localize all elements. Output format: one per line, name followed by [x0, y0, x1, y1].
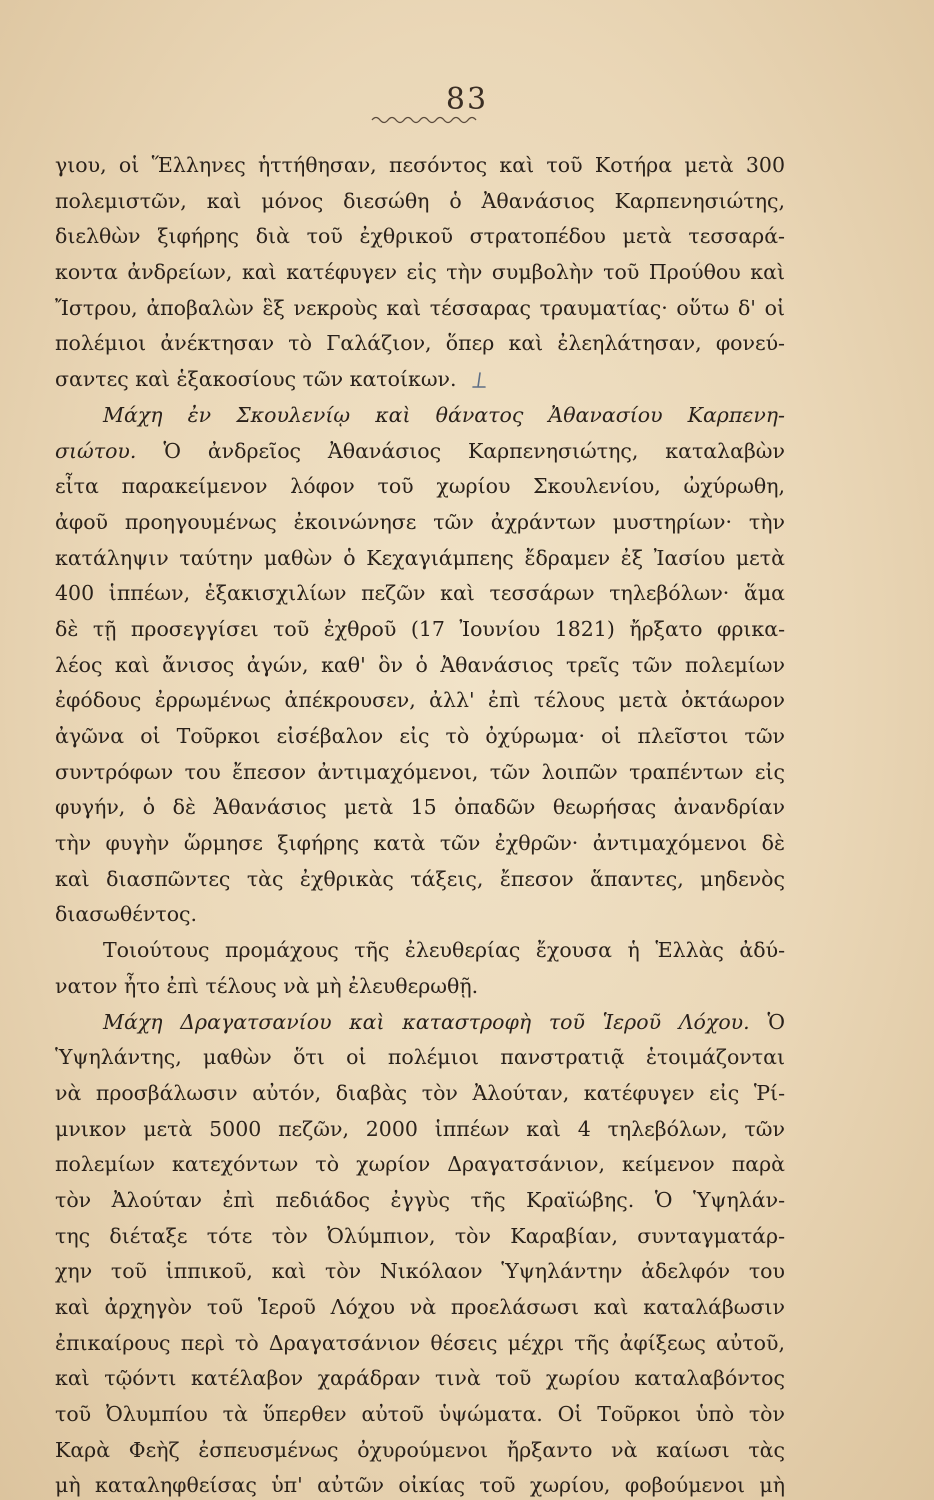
text-line: τοῦ Ὀλυμπίου τὰ ὕπερθεν αὐτοῦ ὑψώματα. Οἱ Τοῦρκοι ὑπὸ τὸν [55, 1402, 785, 1427]
text-line: 400 ἱππέων, ἑξακισχιλίων πεζῶν καὶ τεσσάρων τηλεβόλων· ἅμα [55, 581, 785, 606]
text-line: καὶ διασπῶντες τὰς ἐχθρικὰς τάξεις, ἔπεσον ἅπαντες, μηδενὸς [55, 866, 785, 891]
pencil-check-mark [471, 372, 487, 390]
body-text [55, 148, 785, 1500]
text-line: τὴν φυγὴν ὥρμησε ξιφήρης κατὰ τῶν ἐχθρῶν· ἀντιμαχόμενοι δὲ [55, 831, 785, 856]
text-line: Ἴστρου, ἀποβαλὼν ἓξ νεκροὺς καὶ τέσσαρας τραυματίας· οὕτω δ' οἱ [55, 295, 785, 320]
section-subtitle-line [55, 398, 785, 434]
section-subtitle: Μάχη Δραγατσανίου καὶ καταστροφὴ τοῦ Ἱεροῦ Λόχου. [103, 1009, 750, 1034]
text-line: Καρὰ Φεὴζ ἐσπευσμένως ὀχυρούμενοι ἤρξαντο νὰ καίωσι τὰς [55, 1437, 785, 1462]
text-line: λέος καὶ ἄνισος ἀγών, καθ' ὃν ὁ Ἀθανάσιος τρεῖς τῶν πολεμίων [55, 652, 785, 677]
text-line: νὰ προσβάλωσιν αὐτόν, διαβὰς τὸν Ἀλούταν, κατέφυγεν εἰς Ῥί- [55, 1080, 785, 1105]
text-line: φυγήν, ὁ δὲ Ἀθανάσιος μετὰ 15 ὀπαδῶν θεωρήσας ἀνανδρίαν [55, 795, 785, 820]
text-line: εἶτα παρακείμενον λόφον τοῦ χωρίου Σκουλενίου, ὠχύρωθη, [55, 474, 785, 499]
wavy-rule-ornament [370, 113, 478, 127]
text-line: ἀγῶνα οἱ Τοῦρκοι εἰσέβαλον εἰς τὸ ὀχύρωμα· οἱ πλεῖστοι τῶν [55, 724, 785, 748]
text-line: ἐφόδους ἐρρωμένως ἀπέκρουσεν, ἀλλ' ἐπὶ τέλους μετὰ ὀκτάωρον [55, 688, 785, 713]
text-line-last: διασωθέντος. [55, 902, 198, 927]
text-line: γιου, οἱ Ἕλληνες ἡττήθησαν, πεσόντος καὶ τοῦ Κοτήρα μετὰ 300 [55, 153, 785, 177]
text-line: συντρόφων του ἔπεσον ἀντιμαχόμενοι, τῶν λοιπῶν τραπέντων εἰς [55, 759, 785, 784]
text-line-content: σαντες καὶ ἑξακοσίους τῶν κατοίκων. [55, 367, 457, 392]
text-line: πολέμιοι ἀνέκτησαν τὸ Γαλάζιον, ὅπερ καὶ ἐλεηλάτησαν, φονεύ- [55, 331, 785, 356]
text-line: της διέταξε τότε τὸν Ὀλύμπιον, τὸν Καραβίαν, συνταγματάρ- [55, 1223, 785, 1248]
text-line: κατάληψιν ταύτην μαθὼν ὁ Κεχαγιάμπεης ἔδραμεν ἐξ Ἰασίου μετὰ [55, 545, 785, 570]
text-line-content: Ὁ ἀνδρεῖος Ἀθανάσιος Καρπενησιώτης, καταλαβὼν [163, 438, 785, 463]
text-line: κοντα ἀνδρείων, καὶ κατέφυγεν εἰς τὴν συμβολὴν τοῦ Προύθου καὶ [55, 260, 785, 285]
text-line-last [55, 362, 785, 398]
section-subtitle: Μάχη ἐν Σκουλενίῳ καὶ θάνατος Ἀθανασίου Καρπενη- [103, 402, 785, 427]
page-number: 83 [445, 82, 489, 117]
text-line: Τοιούτους προμάχους τῆς ἐλευθερίας ἔχουσα ἡ Ἑλλὰς ἀδύ- [103, 938, 785, 963]
text-line: καὶ ἀρχηγὸν τοῦ Ἱεροῦ Λόχου νὰ προελάσωσι καὶ καταλάβωσιν [55, 1295, 785, 1319]
text-line: πολεμίων κατεχόντων τὸ χωρίον Δραγατσάνιον, κείμενον παρὰ [55, 1152, 785, 1177]
text-line: δὲ τῇ προσεγγίσει τοῦ ἐχθροῦ (17 Ἰουνίου 1821) ἤρξατο φρικα- [55, 616, 785, 641]
text-line: τὸν Ἀλούταν ἐπὶ πεδιάδος ἐγγὺς τῆς Κραϊώβης. Ὁ Ὑψηλάν- [55, 1187, 785, 1212]
section-subtitle-end: σιώτου. [55, 438, 137, 463]
text-line-content: Ὁ [767, 1009, 785, 1034]
text-line: χην τοῦ ἱππικοῦ, καὶ τὸν Νικόλαον Ὑψηλάντην ἀδελφόν του [55, 1259, 785, 1284]
text-line-last: νατον ἦτο ἐπὶ τέλους νὰ μὴ ἐλευθερωθῇ. [55, 973, 479, 998]
text-line: ἀφοῦ προηγουμένως ἐκοινώνησε τῶν ἀχράντων μυστηρίων· τὴν [55, 509, 785, 534]
text-line: μνικον μετὰ 5000 πεζῶν, 2000 ἱππέων καὶ 4 τηλεβόλων, τῶν [55, 1116, 785, 1141]
text-line [55, 434, 785, 470]
text-line: διελθὼν ξιφήρης διὰ τοῦ ἐχθρικοῦ στρατοπέδου μετὰ τεσσαρά- [55, 224, 785, 249]
text-line: καὶ τῷόντι κατέλαβον χαράδραν τινὰ τοῦ χωρίου καταλαβόντος [55, 1366, 785, 1391]
text-line: ἐπικαίρους περὶ τὸ Δραγατσάνιον θέσεις μέχρι τῆς ἀφίξεως αὐτοῦ, [55, 1330, 785, 1355]
text-line: μὴ καταληφθείσας ὑπ' αὐτῶν οἰκίας τοῦ χωρίου, φοβούμενοι μὴ [55, 1473, 785, 1498]
text-line [55, 1005, 785, 1041]
text-line: Ὑψηλάντης, μαθὼν ὅτι οἱ πολέμιοι πανστρατιᾷ ἑτοιμάζονται [55, 1045, 785, 1070]
text-line: πολεμιστῶν, καὶ μόνος διεσώθη ὁ Ἀθανάσιος Καρπενησιώτης, [55, 188, 785, 213]
